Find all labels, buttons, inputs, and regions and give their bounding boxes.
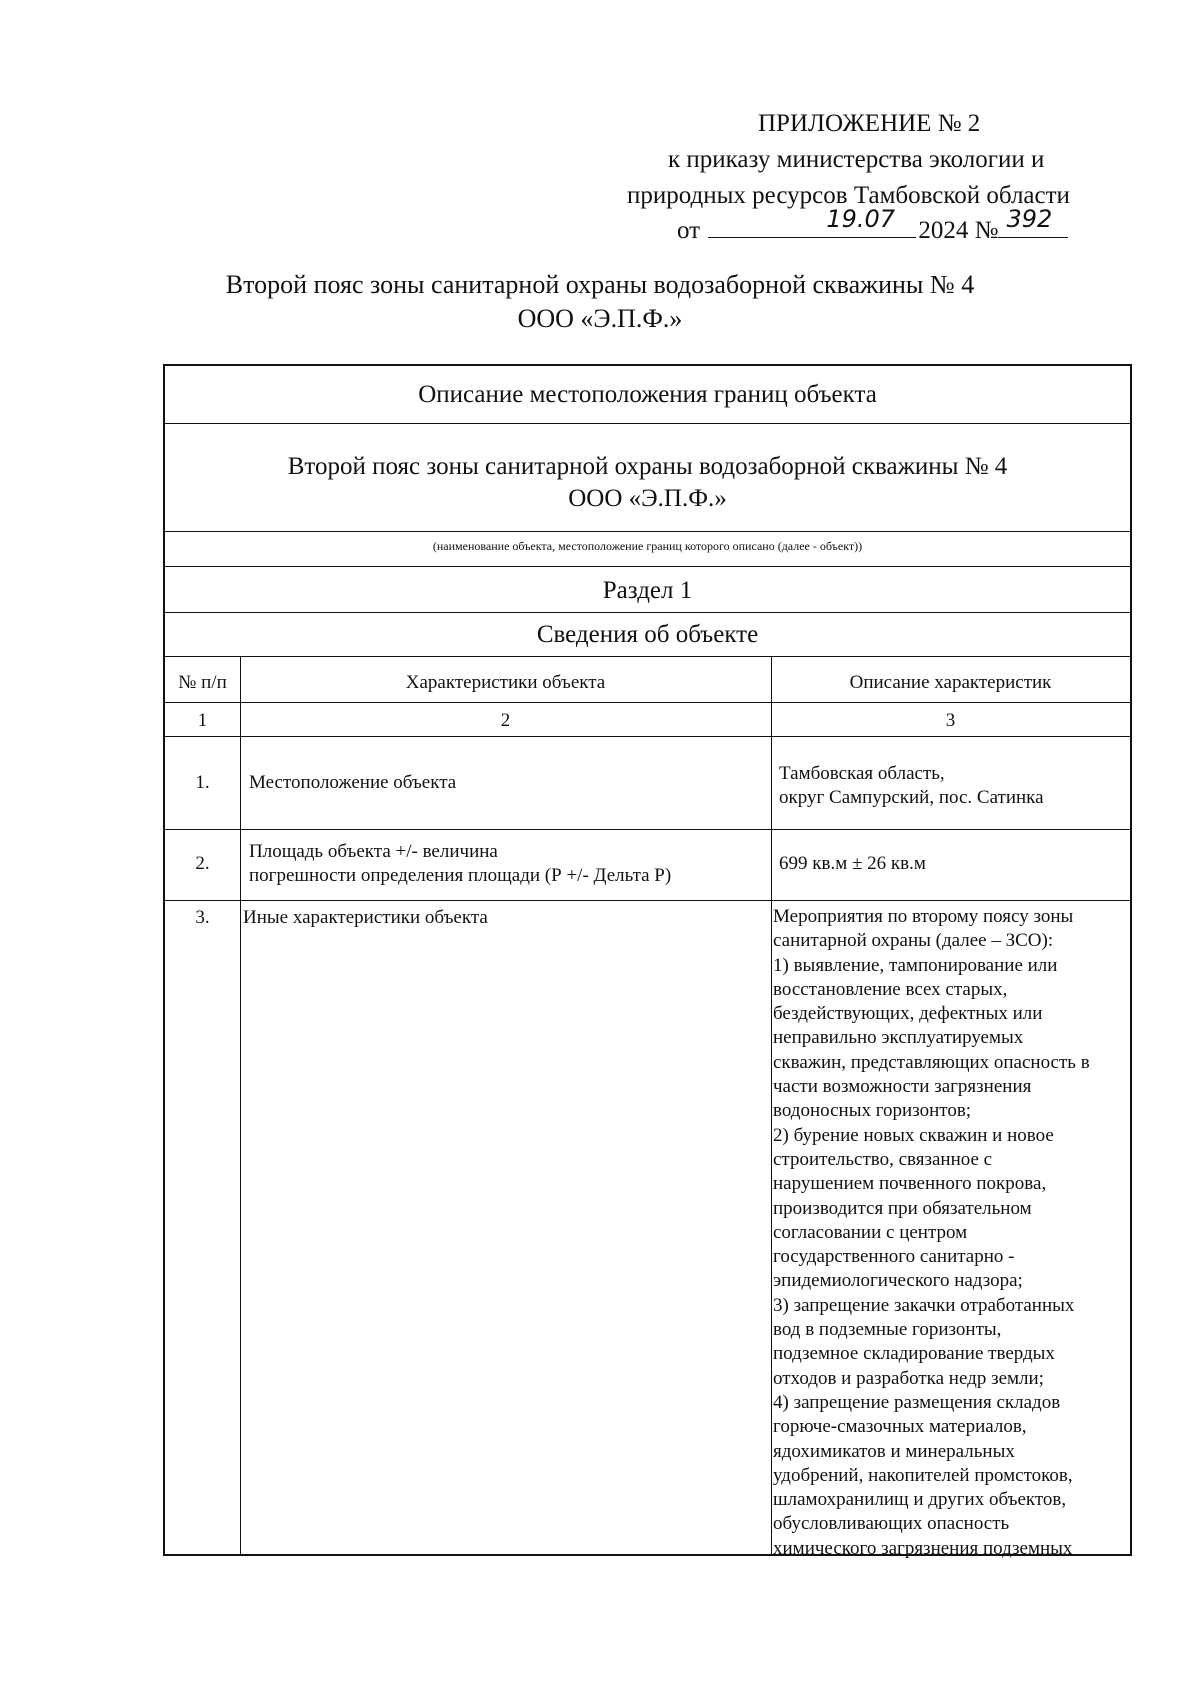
date-prefix: от <box>677 217 701 244</box>
description-line: водоносных горизонтов; <box>773 1100 972 1122</box>
object-name-line2: ООО «Э.П.Ф.» <box>568 485 727 512</box>
characteristic-location: Местоположение объекта <box>249 772 457 793</box>
object-boundaries-table <box>163 364 1132 1559</box>
description-line: эпидемиологического надзора; <box>773 1270 1023 1292</box>
document-title-line1: Второй пояс зоны санитарной охраны водозаборной скважины № 4 <box>225 270 975 299</box>
date-field <box>708 205 916 238</box>
description-line: химического загрязнения подземных <box>773 1537 1073 1559</box>
boundary-description-title: Описание местоположения границ объекта <box>165 366 1130 424</box>
description-line: бездействующих, дефектных или <box>773 1003 1043 1025</box>
column-number: 1 <box>197 710 208 731</box>
characteristic-other: Иные характеристики объекта <box>243 907 488 928</box>
description-line: отходов и разработка недр земли; <box>773 1367 1044 1389</box>
characteristic-line: погрешности определения площади (Р +/- Дельта Р) <box>249 865 672 886</box>
description-line: шламохранилищ и других объектов, <box>773 1489 1067 1511</box>
appendix-order-line: к приказу министерства экологии и <box>668 146 1045 173</box>
year-number-label: 2024 № <box>918 217 999 244</box>
column-header-characteristic: Характеристики объекта <box>405 672 606 693</box>
description-line: удобрений, накопителей промстоков, <box>773 1464 1073 1486</box>
column-header-num: № п/п <box>178 672 227 693</box>
column-number: 3 <box>945 710 956 731</box>
description-area: 699 кв.м ± 26 кв.м <box>779 853 926 874</box>
section-subtitle: Сведения об объекте <box>165 613 1130 657</box>
description-line: строительство, связанное с <box>773 1148 993 1170</box>
object-name-line1: Второй пояс зоны санитарной охраны водозаборной скважины № 4 <box>287 453 1008 480</box>
description-line: санитарной охраны (далее – ЗСО): <box>773 930 1054 952</box>
description-line: неправильно эксплуатируемых <box>773 1027 1024 1049</box>
row-number: 3. <box>195 907 210 928</box>
description-line: 4) запрещение размещения складов <box>773 1391 1061 1413</box>
row-divider <box>165 736 1130 737</box>
description-line: горюче-смазочных материалов, <box>773 1416 1027 1438</box>
object-name <box>165 424 1130 532</box>
row-number: 2. <box>195 853 210 874</box>
description-other <box>773 905 1090 1561</box>
description-line: округ Сампурский, пос. Сатинка <box>779 787 1044 808</box>
row-divider <box>165 702 1130 703</box>
description-line: обусловливающих опасность <box>773 1513 1010 1535</box>
section-title: Раздел 1 <box>165 567 1130 613</box>
description-line: производится при обязательном <box>773 1197 1032 1219</box>
description-line: согласовании с центром <box>773 1221 968 1243</box>
object-name-note: (наименование объекта, местоположение границ которого описано (далее - объект)) <box>165 532 1130 567</box>
row-number: 1. <box>195 772 210 793</box>
description-line: подземное складирование твердых <box>773 1343 1055 1365</box>
description-line: вод в подземные горизонты, <box>773 1319 1002 1341</box>
description-location <box>779 762 1044 810</box>
description-line: Тамбовская область, <box>779 763 945 784</box>
document-title <box>0 268 1200 336</box>
description-line: ядохимикатов и минеральных <box>773 1440 1015 1462</box>
description-line: скважин, представляющих опасность в <box>773 1051 1090 1073</box>
handwritten-date: 19.07 <box>826 205 896 233</box>
description-line: части возможности загрязнения <box>773 1076 1032 1098</box>
description-line: нарушением почвенного покрова, <box>773 1173 1047 1195</box>
document-title-line2: ООО «Э.П.Ф.» <box>517 304 683 333</box>
handwritten-number: 392 <box>1006 205 1053 233</box>
row-divider <box>165 829 1130 830</box>
description-line: 3) запрещение закачки отработанных <box>773 1294 1075 1316</box>
column-number: 2 <box>500 710 511 731</box>
characteristic-area <box>249 840 671 888</box>
column-divider <box>240 657 241 1554</box>
description-line: 1) выявление, тампонирование или <box>773 954 1058 976</box>
appendix-title: ПРИЛОЖЕНИЕ № 2 <box>758 110 981 137</box>
appendix-ministry-line: природных ресурсов Тамбовской области <box>627 182 1070 209</box>
row-divider <box>165 900 1130 901</box>
characteristic-line: Площадь объекта +/- величина <box>249 841 498 862</box>
description-line: восстановление всех старых, <box>773 978 1008 1000</box>
appendix-date-line <box>677 205 1068 247</box>
description-line: 2) бурение новых скважин и новое <box>773 1124 1054 1146</box>
description-line: Мероприятия по второму поясу зоны <box>773 906 1074 927</box>
column-header-description: Описание характеристик <box>849 672 1052 693</box>
column-divider <box>771 657 772 1554</box>
description-line: государственного санитарно - <box>773 1246 1015 1268</box>
number-field <box>998 205 1068 238</box>
